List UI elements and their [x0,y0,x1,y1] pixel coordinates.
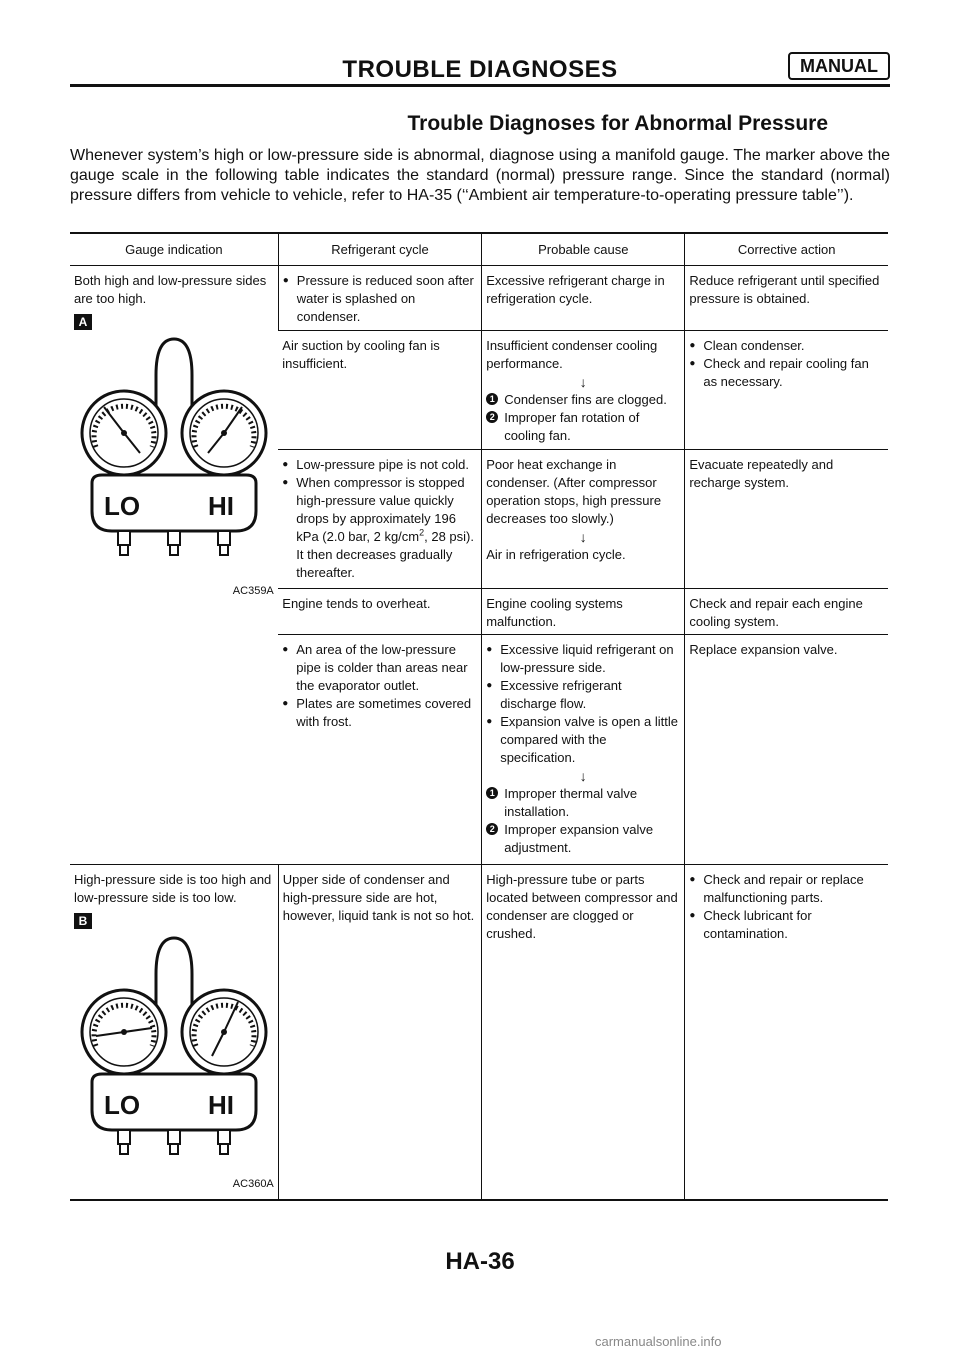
refrigerant-cycle-cell [278,865,481,1201]
cause-text: Insufficient condenser cooling performance. [486,337,658,371]
cause-text: Poor heat exchange in condenser. (After compressor operation stops, high pressure decreases too slowly.) [486,457,662,527]
manifold-gauge-figure-b [74,934,270,1170]
manifold-ports [118,1130,230,1154]
numbered-item: 1 Improper thermal valve installation. [486,785,680,821]
corrective-action-cell [685,450,888,588]
indication-text: High-pressure side is too high and low-pressure side is too low. [74,872,272,905]
refrigerant-cycle-cell [278,266,481,331]
action-text: Evacuate repeatedly and recharge system. [689,457,834,491]
manual-badge: MANUAL [788,52,890,80]
action-text: Reduce refrigerant until specified pressure is obtained. [689,273,880,306]
table-header-row [70,233,888,266]
cycle-text: Air suction by cooling fan is insufficient. [282,337,440,371]
down-arrow-icon: ↓ [579,767,587,784]
lo-label: LO [104,491,141,521]
figure-badge-b: B [74,913,92,929]
probable-cause-cell [482,588,685,634]
corrective-action-cell [685,266,888,331]
bullet-item: ● An area of the low-pressure pipe is colder than areas near the evaporator outlet. [282,641,477,695]
cause-text: Engine cooling systems malfunction. [486,595,623,629]
page-number: HA-36 [445,1248,515,1275]
table-row [70,266,888,331]
corrective-action-cell [685,865,888,1201]
bullet-item: ● When compressor is stopped high-pressure value quickly drops by approximately 196 kPa (2.0 bar, 2 $kg/cm^2$, 28 psi). It then decreases gradually thereafter. [282,474,477,582]
cycle-text: Upper side of condenser and high-pressure side are hot, however, liquid tank is not so hot. [282,872,475,923]
probable-cause-cell [482,450,685,588]
col-header-gauge: Gauge indication [70,233,278,266]
low-pressure-gauge [82,391,166,485]
probable-cause-cell [482,266,685,331]
action-text: Check and repair each engine cooling system. [689,595,863,629]
bullet-item: ● Pressure is reduced soon after water is splashed on condenser. [283,272,477,326]
gauge-indication-a [70,266,278,865]
high-pressure-gauge [182,391,266,485]
refrigerant-cycle-cell [278,450,481,588]
bullet-item: ● Check and repair or replace malfunctioning parts. [689,871,884,907]
probable-cause-cell [482,634,685,864]
numbered-item: 1 Condenser fins are clogged. [486,391,680,409]
manifold-ports [118,531,230,555]
hi-label: HI [208,1090,234,1120]
probable-cause-cell [482,865,685,1201]
col-header-cause: Probable cause [482,233,685,266]
manifold-gauge-figure-a [74,335,270,571]
number-badge: 1 [486,787,498,799]
bullet-item: ● Check and repair cooling fan as necessary. [689,355,884,391]
hi-label: HI [208,491,234,521]
figure-id-b: AC360A [232,1178,274,1190]
cause-result: Air in refrigeration cycle. [486,547,626,563]
section-title: Trouble Diagnoses for Abnormal Pressure [407,112,828,135]
number-badge: 2 [486,823,498,835]
corrective-action-cell [685,330,888,450]
refrigerant-cycle-cell [278,634,481,864]
bullet-item: ● Expansion valve is open a little compared with the specification. [486,713,680,767]
header-rule [70,84,890,87]
intro-paragraph: Whenever system’s high or low-pressure side is abnormal, diagnose using a manifold gauge. The marker above the gauge scale in the following table indicates the standard (normal) pressure range. Since the standard (normal) pressure differs from vehicle to vehicle, refer to HA-35 (‘‘Ambient air temperature-to-operating pressure table’’). [70,147,890,204]
bullet-item: ● Low-pressure pipe is not cold. [282,456,477,474]
gauge-indication-b [70,865,278,1201]
high-pressure-gauge [182,990,266,1084]
bullet-item: ● Plates are sometimes covered with frost. [282,695,477,731]
probable-cause-cell [482,330,685,450]
corrective-action-cell [685,588,888,634]
low-pressure-gauge [82,990,166,1084]
figure-badge-a: A [74,314,92,330]
numbered-item: 2 Improper fan rotation of cooling fan. [486,409,680,445]
col-header-cycle: Refrigerant cycle [278,233,481,266]
figure-id-a: AC359A [232,585,274,597]
indication-text: Both high and low-pressure sides are too high. [74,273,267,306]
cause-text: High-pressure tube or parts located between compressor and condenser are clogged or crushed. [486,872,678,941]
diagnosis-table [70,232,888,1201]
refrigerant-cycle-cell [278,588,481,634]
table-row [70,865,888,1201]
bullet-item: ● Excessive refrigerant discharge flow. [486,677,680,713]
cycle-text: Engine tends to overheat. [282,595,431,611]
bullet-item: ● Clean condenser. [689,337,884,355]
action-text: Replace expansion valve. [689,641,838,657]
down-arrow-icon: ↓ [579,373,587,390]
page-header [70,52,890,84]
bullet-item: ● Excessive liquid refrigerant on low-pressure side. [486,641,680,677]
number-badge: 1 [486,393,498,405]
down-arrow-icon: ↓ [579,529,587,546]
number-badge: 2 [486,411,498,423]
numbered-item: 2 Improper expansion valve adjustment. [486,821,680,857]
watermark: carmanualsonline.info [595,1334,722,1349]
header-title: TROUBLE DIAGNOSES [342,56,618,83]
corrective-action-cell [685,634,888,864]
cause-text: Excessive refrigerant charge in refrigeration cycle. [486,273,665,306]
lo-label: LO [104,1090,141,1120]
bullet-item: ● Check lubricant for contamination. [689,907,884,943]
refrigerant-cycle-cell [278,330,481,450]
col-header-action: Corrective action [685,233,888,266]
